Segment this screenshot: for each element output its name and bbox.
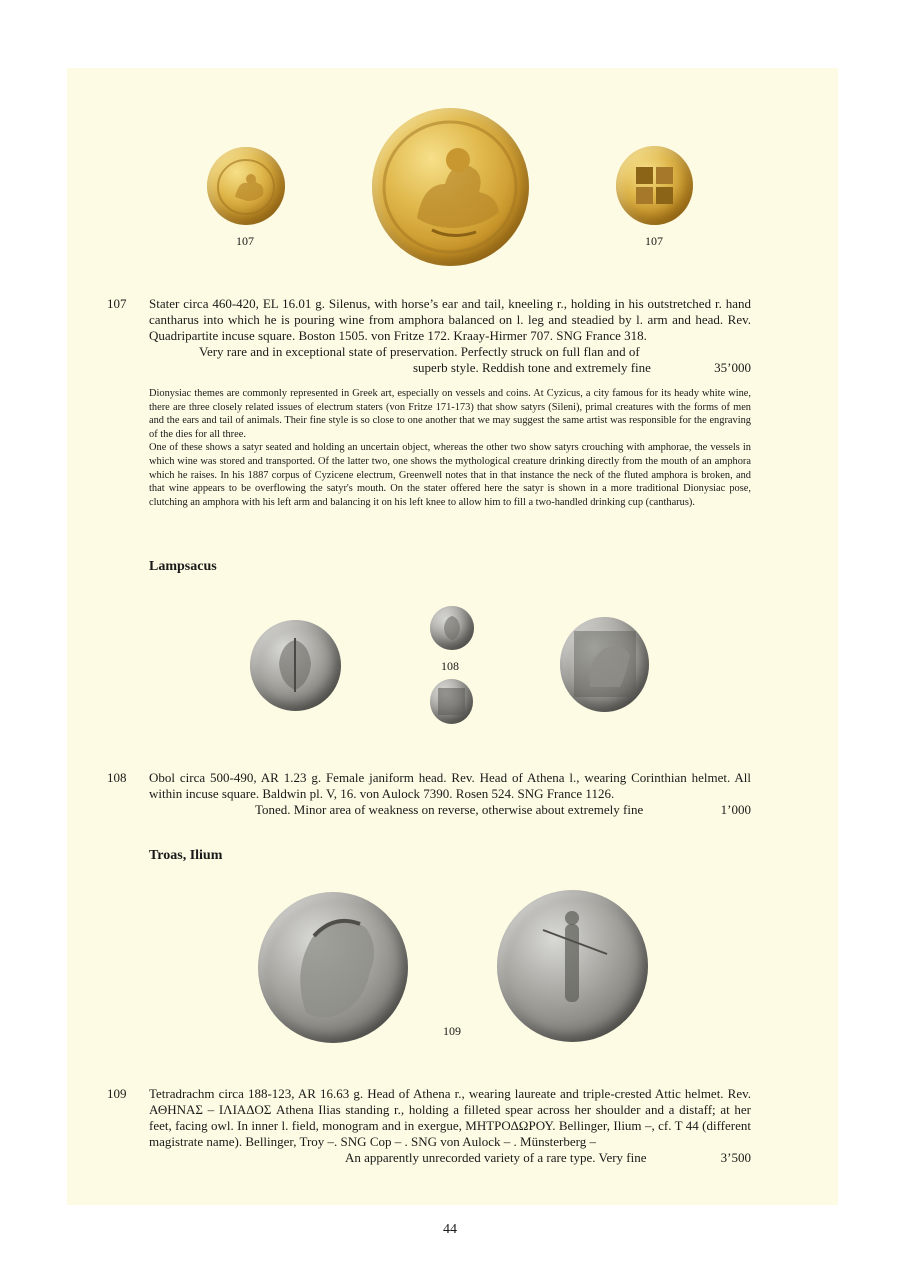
- caption-108: 108: [441, 659, 459, 673]
- caption-107-right: 107: [645, 234, 663, 248]
- lot-107-condition-2: superb style. Reddish tone and extremely fine: [413, 360, 651, 375]
- lot-109-price: 3’500: [720, 1150, 751, 1165]
- coin-107-reverse: [616, 146, 693, 225]
- lot-109-condition-row: [149, 1150, 751, 1166]
- coin-108-reverse: [560, 617, 649, 712]
- coin-107-obverse-small: [207, 147, 285, 225]
- coin-108-obverse: [250, 620, 341, 711]
- lot-107-note-p1: Dionysiac themes are commonly represented in Greek art, especially on vessels and coins. At Cyzicus, a city famous for its heady white wine, there are three closely related issues of electrum staters (von Fritze 171-173) that show satyrs (Sileni), primal creatures with the forms of men and the ears and tail of animals. Their fine style is so close to one another that we may suggest the same artist was responsible for the engraving of the dies for all three.: [149, 388, 751, 440]
- coin-107-obverse-large: [372, 108, 529, 266]
- coin-109-obverse: [258, 892, 408, 1043]
- lot-107-note: [149, 387, 751, 509]
- lot-108-price: 1’000: [720, 802, 751, 817]
- lot-107-note-p2: One of these shows a satyr seated and holding an uncertain object, whereas the other two show satyrs crouching with amphorae, the vessels in which wine was stored and transported. Of the latter two, one shows the mythological creature drinking directly from the mouth of an amphora which he raises. In his 1887 corpus of Cyzicene electrum, Greenwell notes that in that instance the neck of the fluted amphora is broken, and that wine appears to be overflowing the satyr's mouth. On the stater offered here the satyr is shown in a more traditional Dionysiac pose, clutching an amphora with his left arm and balancing it on his left knee to allow him to fill a two-handled drinking cup (cantharus).: [149, 442, 751, 508]
- lot-107-condition-1: Very rare and in exceptional state of preservation. Perfectly struck on full flan and of: [199, 344, 640, 359]
- lot-108-condition: Toned. Minor area of weakness on reverse, otherwise about extremely fine: [255, 802, 644, 817]
- coin-108-reverse-small: [430, 679, 473, 724]
- page-number: 44: [443, 1222, 457, 1237]
- caption-109: 109: [443, 1024, 461, 1038]
- lot-108-description: Obol circa 500-490, AR 1.23 g. Female janiform head. Rev. Head of Athena l., wearing Corinthian helmet. All within incuse square. Baldwin pl. V, 16. von Aulock 7390. Rosen 524. SNG France 1126.: [149, 770, 751, 801]
- caption-107-left: 107: [236, 234, 254, 248]
- section-heading-troas-ilium: Troas, Ilium: [149, 848, 223, 863]
- lot-107-description: Stater circa 460-420, EL 16.01 g. Silenus, with horse’s ear and tail, kneeling r., holding in his outstretched r. hand cantharus into which he is pouring wine from amphora balanced on l. leg and steadied by l. arm and head. Rev. Quadripartite incuse square. Boston 1505. von Fritze 172. Kraay-Hirmer 707. SNG France 318.: [149, 296, 751, 343]
- lot-description-109: [149, 1086, 751, 1166]
- lot-108-condition-row: [149, 802, 751, 818]
- lot-number-108: 108: [107, 770, 127, 785]
- lot-107-price: 35’000: [714, 360, 751, 375]
- coin-108-obverse-small: [430, 606, 474, 650]
- section-heading-lampsacus: Lampsacus: [149, 559, 217, 574]
- lot-description-108: [149, 770, 751, 818]
- lot-number-107: 107: [107, 296, 127, 311]
- lot-109-description: Tetradrachm circa 188-123, AR 16.63 g. Head of Athena r., wearing laureate and triple-crested Attic helmet. Rev. ΑΘΗΝΑΣ – ΙΛΙΑΔΟΣ Athena Ilias standing r., holding a filleted spear across her shoulder and a distaff; at her feet, facing owl. In inner l. field, monogram and in exergue, ΜΗΤΡΟΔΩΡΟΥ. Bellinger, Ilium –, cf. T 44 (different magistrate name). Bellinger, Troy –. SNG Cop – . SNG von Aulock – . Münsterberg –: [149, 1086, 751, 1149]
- coin-109-reverse: [497, 890, 648, 1042]
- lot-description-107: [149, 296, 751, 376]
- lot-number-109: 109: [107, 1086, 127, 1101]
- lot-107-condition-row: [149, 360, 751, 376]
- lot-109-condition: An apparently unrecorded variety of a rare type. Very fine: [345, 1150, 647, 1165]
